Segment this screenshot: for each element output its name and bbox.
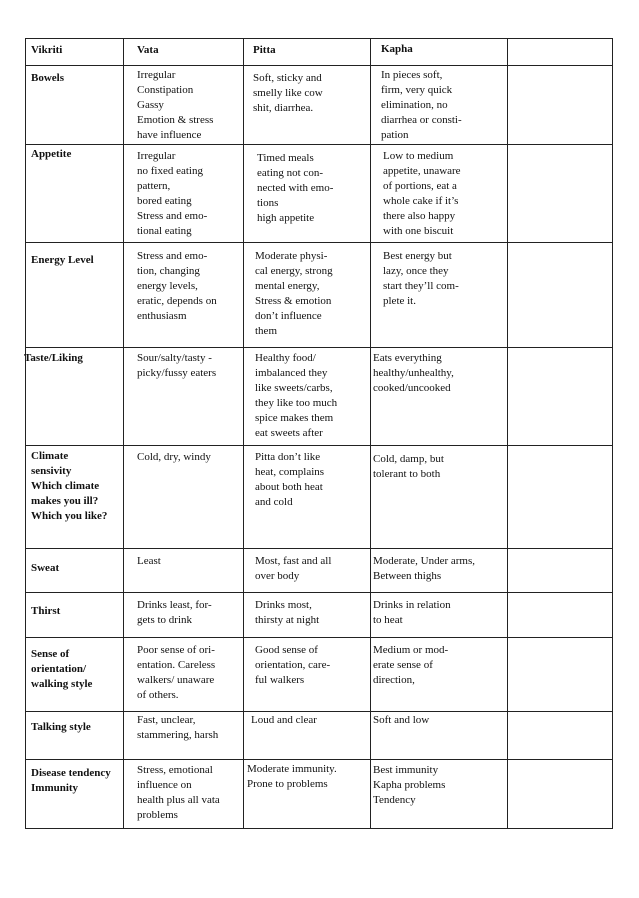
pitta-cell: Moderate immunity. Prone to problems	[247, 763, 337, 790]
kapha-cell: Soft and low	[373, 714, 430, 726]
table-row	[25, 592, 613, 637]
vata-cell: Stress, emotional influence on health plus all vata problems	[137, 764, 220, 821]
pitta-cell: Good sense of orientation, care- ful walkers	[255, 644, 331, 686]
table-row	[25, 637, 613, 711]
pitta-cell: Most, fast and all over body	[255, 555, 332, 582]
vata-cell: Fast, unclear, stammering, harsh	[137, 714, 219, 741]
header-row	[25, 38, 613, 65]
row-label: Sense of orientation/ walking style	[31, 648, 93, 690]
pitta-cell: Drinks most, thirsty at night	[255, 599, 320, 626]
vata-cell: Irregular no fixed eating pattern, bored eating Stress and emo- tional eating	[137, 150, 208, 237]
pitta-cell: Soft, sticky and smelly like cow shit, diarrhea.	[253, 72, 323, 114]
row-label: Energy Level	[31, 254, 94, 266]
header-vikriti: Vikriti	[31, 44, 63, 56]
vata-cell: Irregular Constipation Gassy Emotion & stress have influence	[137, 69, 214, 141]
vata-cell: Drinks least, for- gets to drink	[137, 599, 212, 626]
kapha-cell: Best immunity Kapha problems Tendency	[373, 764, 446, 806]
row-label: Appetite	[31, 148, 72, 160]
row-label: Talking style	[31, 721, 91, 733]
vata-cell: Sour/salty/tasty - picky/fussy eaters	[137, 352, 217, 379]
vata-cell: Poor sense of ori- entation. Careless walkers/ unaware of others.	[137, 644, 216, 701]
kapha-cell: Eats everything healthy/unhealthy, cooked/uncooked	[373, 352, 454, 394]
row-label: Sweat	[31, 562, 60, 574]
vata-cell: Cold, dry, windy	[137, 451, 211, 463]
table-row	[25, 445, 613, 548]
header-vata: Vata	[137, 44, 159, 56]
kapha-cell: Moderate, Under arms, Between thighs	[373, 555, 476, 582]
ayurveda-vikriti-table	[25, 38, 613, 829]
kapha-cell: Drinks in relation to heat	[373, 599, 451, 626]
header-kapha: Kapha	[381, 43, 413, 55]
kapha-cell: Cold, damp, but tolerant to both	[373, 453, 444, 480]
pitta-cell: Timed meals eating not con- nected with emo- tions high appetite	[257, 152, 334, 224]
row-label: Disease tendency Immunity	[31, 767, 111, 794]
table-row	[25, 548, 613, 592]
pitta-cell: Moderate physi- cal energy, strong mental energy, Stress & emotion don’t influence them	[255, 250, 333, 337]
row-label: Taste/Liking	[24, 352, 83, 364]
row-label: Thirst	[31, 605, 61, 617]
pitta-cell: Loud and clear	[251, 714, 317, 726]
kapha-cell: Medium or mod- erate sense of direction,	[373, 644, 449, 686]
vata-cell: Least	[137, 555, 161, 567]
table-row	[25, 65, 613, 144]
table-row	[25, 347, 613, 445]
table-row	[25, 144, 613, 242]
row-label: Bowels	[31, 72, 64, 84]
row-label: Climate sensivity Which climate makes you ill? Which you like?	[31, 450, 108, 522]
table-row	[25, 711, 613, 759]
vata-cell: Stress and emo- tion, changing energy levels, eratic, depends on enthusiasm	[137, 250, 217, 322]
pitta-cell: Healthy food/ imbalanced they like sweets/carbs, they like too much spice makes them eat sweets after	[255, 352, 338, 439]
table-row	[25, 242, 613, 347]
kapha-cell: Low to medium appetite, unaware of portions, eat a whole cake if it’s there also happy with one biscuit	[383, 150, 461, 237]
kapha-cell: Best energy but lazy, once they start they’ll com- plete it.	[383, 250, 459, 307]
kapha-cell: In pieces soft, firm, very quick elimination, no diarrhea or consti- pation	[381, 69, 462, 141]
pitta-cell: Pitta don’t like heat, complains about both heat and cold	[255, 451, 325, 508]
table-row	[25, 759, 613, 829]
header-pitta: Pitta	[253, 44, 276, 56]
